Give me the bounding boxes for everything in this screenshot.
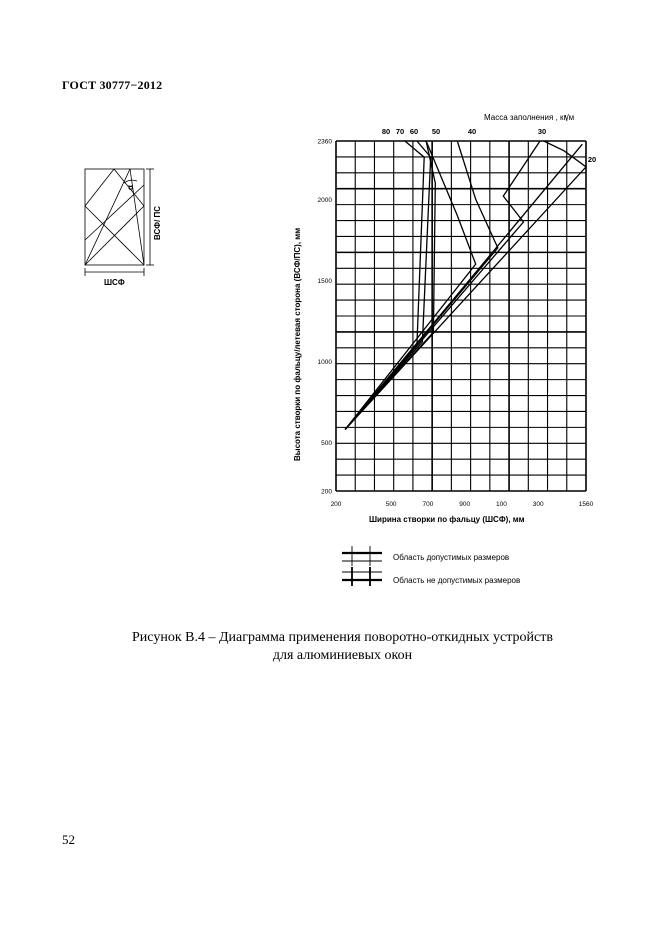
figure-caption-line-1: Рисунок В.4 – Диаграмма применения поворотно-откидных устройств [132, 630, 553, 645]
series-curve-50 [345, 141, 476, 429]
series-label-30: 30 [537, 127, 547, 136]
y-tick-label: 1000 [317, 358, 332, 366]
series-curve-60 [345, 141, 435, 429]
y-tick-label: 1500 [317, 277, 332, 285]
x-tick-label: 500 [385, 501, 397, 508]
series-curve-extra-7 [345, 144, 582, 429]
y-axis-label: Высота створки по фальцу/летевая сторона (ВСФ/ПС), мм [293, 227, 302, 461]
x-tick-label: 100 [496, 501, 507, 508]
legend-not-allowed-label: Область не допустимых размеров [393, 576, 521, 585]
series-label-80: 80 [381, 127, 391, 136]
y-tick-label: 2360 [317, 138, 332, 146]
chart-ticks [317, 138, 597, 509]
chart-grid [336, 141, 586, 491]
x-axis-label: Ширина створки по фальцу (ШСФ), мм [369, 515, 525, 524]
series-label-70: 70 [395, 127, 405, 136]
figure-caption-line-2: для алюминиевых окон [272, 648, 413, 663]
series-label-60: 60 [409, 127, 419, 136]
series-label-20: 20 [587, 155, 597, 164]
series-label-50: 50 [431, 127, 441, 136]
page-number: 52 [62, 832, 75, 847]
x-tick-label: 200 [330, 501, 342, 508]
y-tick-label: 500 [321, 439, 332, 447]
series-curve-70 [345, 141, 431, 429]
y-tick-label: 2000 [317, 196, 332, 204]
x-tick-label: 700 [422, 501, 434, 508]
x-tick-label: 1560 [578, 501, 594, 508]
legend-not-allowed-symbol [342, 567, 382, 586]
legend-allowed-label: Область допустимых размеров [393, 553, 510, 562]
sketch-width-label: ШСФ [104, 278, 125, 287]
legend-allowed-symbol [342, 546, 382, 566]
standard-header: ГОСТ 30777−2012 [62, 78, 163, 92]
series-label-40: 40 [467, 127, 477, 136]
chart-title: Масса заполнения , кг/м [484, 113, 575, 122]
y-tick-label: 200 [321, 488, 332, 496]
sketch-height-label: ВСФ/ ПС [153, 205, 162, 240]
x-tick-label: 300 [532, 501, 544, 508]
sketch-angle-label: α [126, 185, 135, 190]
series-curve-40 [345, 141, 498, 429]
chart-curves [345, 141, 586, 429]
x-tick-label: 900 [459, 501, 471, 508]
